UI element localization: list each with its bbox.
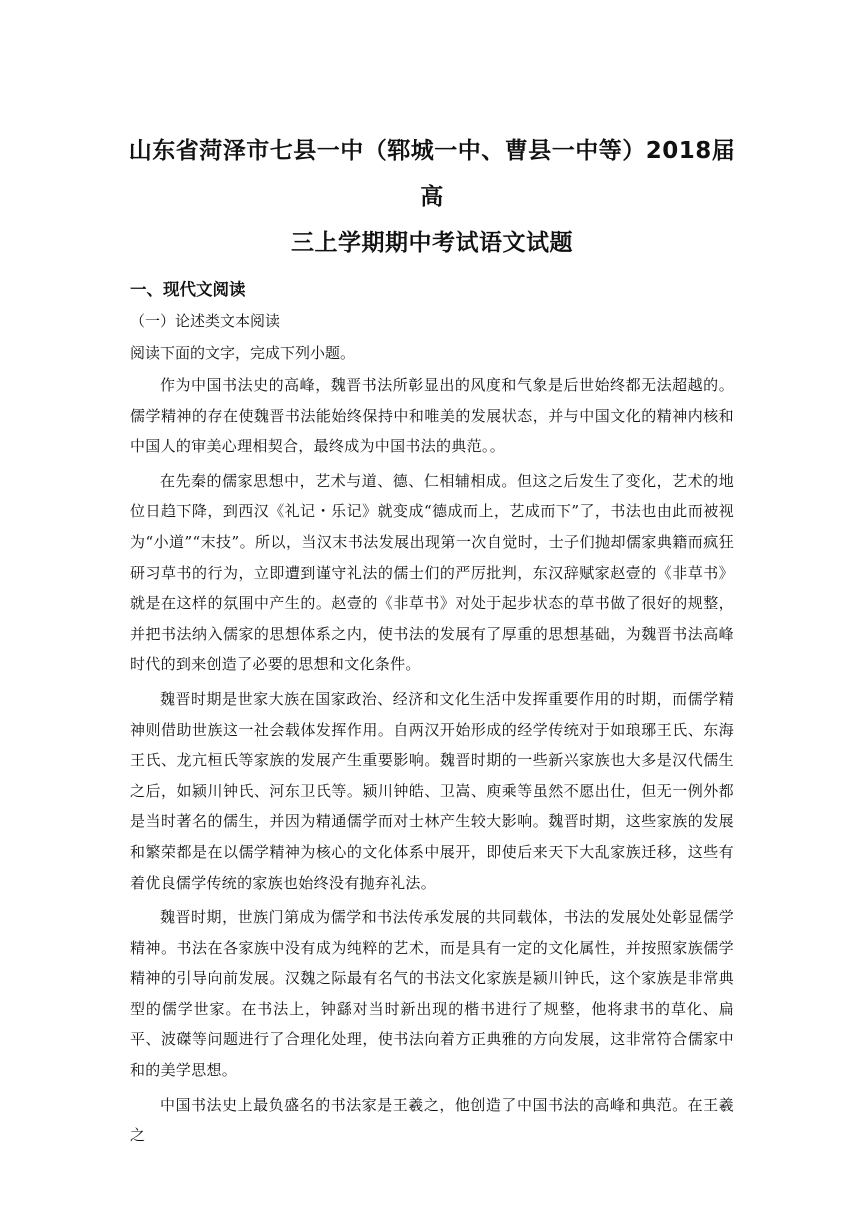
subsection-heading: （一）论述类文本阅读 [130, 312, 281, 330]
paragraph-2: 在先秦的儒家思想中，艺术与道、德、仁相辅相成。但这之后发生了变化，艺术的地位日趋下降，到西汉《礼记・乐记》就变成“德成而上，艺成而下”了，书法也由此而被视为“小道”“末技”。所以，当汉末书法发展出现第一次自觉时，士子们抛却儒家典籍而疯狂研习草书的行为，立即遭到谨守礼法的儒士们的严厉批判，东汉辞赋家赵壹的《非草书》就是在这样的氛围中产生的。赵壹的《非草书》对处于起步状态的草书做了很好的规整，并把书法纳入儒家的思想体系之内，使书法的发展有了厚重的思想基础，为魏晋书法高峰时代的到来创造了必要的思想和文化条件。 [130, 471, 734, 674]
paragraph-4: 魏晋时期，世族门第成为儒学和书法传承发展的共同载体，书法的发展处处彰显儒学精神。书法在各家族中没有成为纯粹的艺术，而是具有一定的文化属性，并按照家族儒学精神的引导向前发展。汉魏之际最有名气的书法文化家族是颍川钟氏，这个家族是非常典型的儒学世家。在书法上，钟繇对当时新出现的楷书进行了规整，他将隶书的草化、扁平、波磔等问题进行了合理化处理，使书法向着方正典雅的方向发展，这非常符合儒家中和的美学思想。 [130, 908, 734, 1080]
section-heading: 一、现代文阅读 [130, 280, 246, 299]
paragraph-3: 魏晋时期是世家大族在国家政治、经济和文化生活中发挥重要作用的时期，而儒学精神则借助世族这一社会载体发挥作用。自两汉开始形成的经学传统对于如琅琊王氏、东海王氏、龙亢桓氏等家族的发展产生重要影响。魏晋时期的一些新兴家族也大多是汉代儒生之后，如颍川钟氏、河东卫氏等。颍川钟皓、卫嵩、庾乘等虽然不愿出仕，但无一例外都是当时著名的儒生，并因为精通儒学而对士林产生较大影响。魏晋时期，这些家族的发展和繁荣都是在以儒学精神为核心的文化体系中展开，即使后来天下大乱家族迁移，这些有着优良儒学传统的家族也始终没有抛弃礼法。 [130, 689, 734, 892]
document-title [122, 128, 742, 266]
title-line-2: 三上学期期中考试语文试题 [291, 230, 573, 256]
title-line-1: 山东省菏泽市七县一中（郓城一中、曹县一中等）2018届高 [128, 138, 736, 210]
paragraph-5: 中国书法史上最负盛名的书法家是王羲之，他创造了中国书法的高峰和典范。在王羲之 [130, 1095, 734, 1145]
paragraph-1: 作为中国书法史的高峰，魏晋书法所彰显出的风度和气象是后世始终都无法超越的。儒学精神的存在使魏晋书法能始终保持中和唯美的发展状态，并与中国文化的精神内核和中国人的审美心理相契合，最终成为中国书法的典范。。 [130, 376, 734, 456]
reading-instruction: 阅读下面的文字，完成下列小题。 [130, 344, 356, 362]
